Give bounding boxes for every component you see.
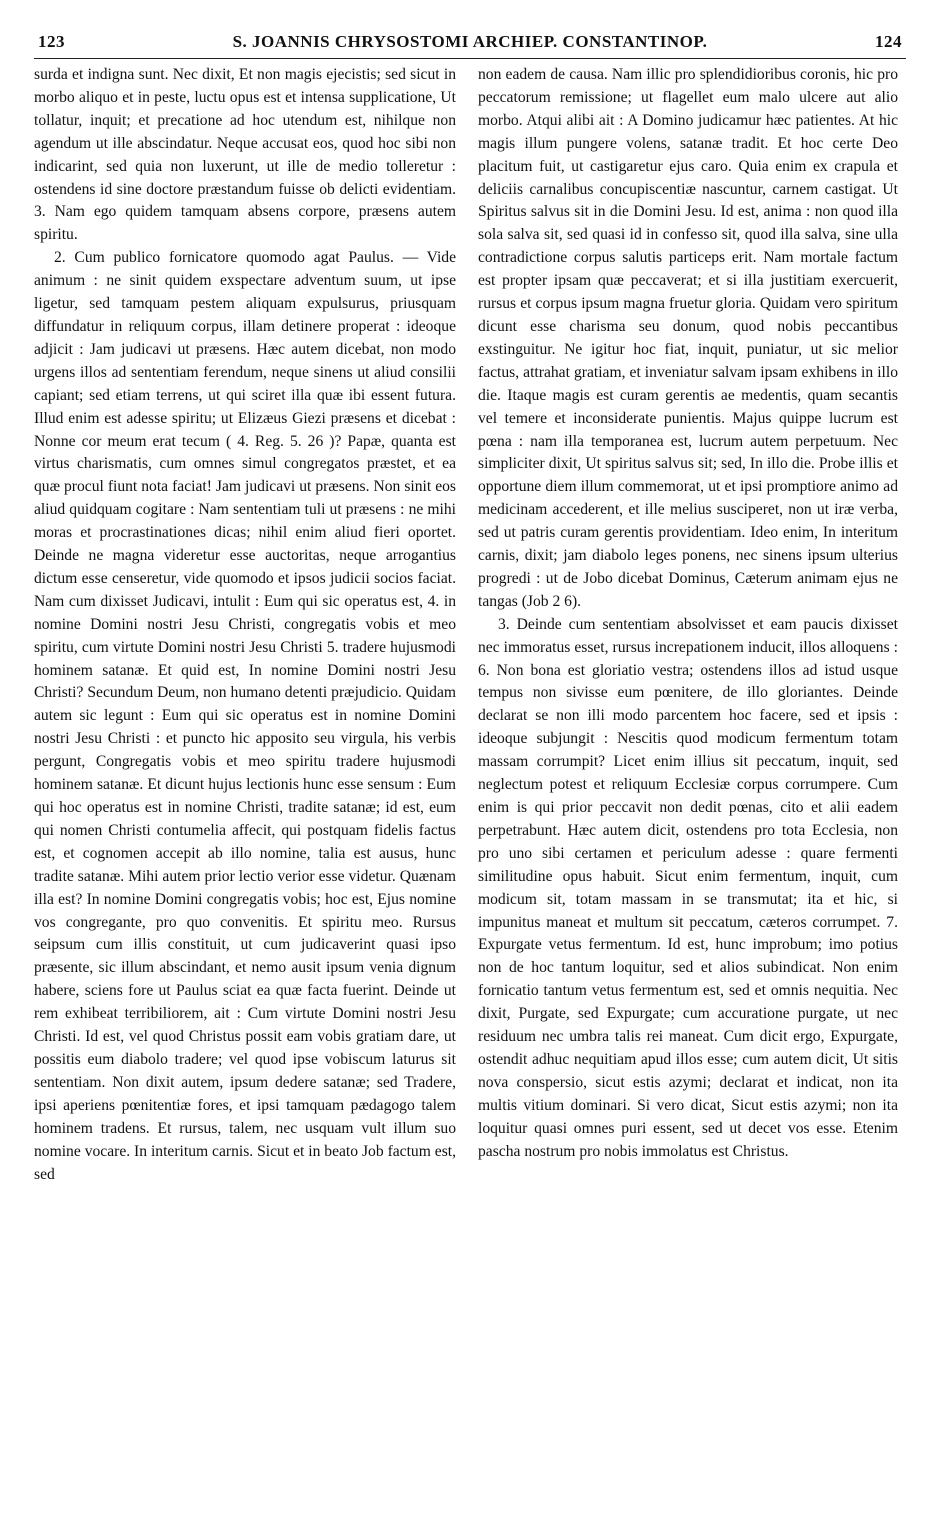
right-column [478, 64, 898, 1164]
page-number-right: 124 [875, 32, 902, 51]
left-paragraph-1: surda et indigna sunt. Nec dixit, Et non magis ejecistis; sed sicut in morbo aliquo et in peste, luctu opus est et intensa supplicatione, Ut tollatur, inquit; et precatione ad hoc utendum est, nihilque non agendum ut ille abscindatur. Neque accusat eos, quod hoc sibi non indicarint, sed quia non luxerunt, ut ille de medio tolleretur : ostendens id sine doctore præstandum fuisse ob delicti evidentiam. 3. Nam ego quidem tamquam absens corpore, præsens autem spiritu. [34, 66, 456, 244]
left-paragraph-2: 2. Cum publico fornicatore quomodo agat Paulus. — Vide animum : ne sinit quidem exspectare adventum suum, ut ipse ligetur, sed tamquam pestem aliquam expulsurus, priusquam diffundatur in reliquum corpus, illam detinere properat : ideoque adjicit : Jam judicavi ut præsens. Hæc autem dicebat, non modo urgens illos ad sententiam ferendum, neque sinens ut aliud consilii capiant; sed etiam terrens, ut qui sciret illa quæ ibi essent futura. Illud enim est adesse spiritu; ut Elizæus Giezi præsens et dicebat : Nonne cor meum erat tecum ( 4. Reg. 5. 26 )? Papæ, quanta est virtus charismatis, cum omnes simul congregatos præstet, et ea quæ procul fiunt nota faciat! Jam judicavi ut præsens. Non sinit eos aliud quidquam cogitare : Nam sententiam tuli ut præsens : ne mihi moras et procrastinationes dicas; nihil enim aliud fieri oportet. Deinde ne magna videretur esse auctoritas, neque arrogantius dictum esse censeretur, vide quomodo et ipsos judicii socios faciat. Nam cum dixisset Judicavi, intulit : Eum qui sic operatus est, 4. in nomine Domini nostri Jesu Christi, congregatis vobis et meo spiritu, cum virtute Domini nostri Jesu Christi 5. tradere hujusmodi hominem satanæ. Et quid est, In nomine Domini nostri Jesu Christi? Secundum Deum, non humano detenti præjudicio. Quidam autem sic legunt : Eum qui sic operatus est in nomine Domini nostri Jesu Christi : et puncto hic apposito seu virgula, his verbis pergunt, Congregatis vobis et meo spiritu tradere hujusmodi hominem satanæ. Et dicunt hujus lectionis hunc esse sensum : Eum qui hoc operatus est in nomine Christi, tradite satanæ; id est, eum qui nomen Christi contumelia affecit, qui postquam fidelis factus est, et cognomen accepit ab illo nomine, talia est ausus, hunc tradite satanæ. Mihi autem prior lectio verior esse videtur. Quænam illa est? In nomine Domini congregatis vobis; hoc est, Ejus nomine vos congregante, pro quo convenitis. Et spiritu meo. Rursus seipsum cum illis constituit, ut cum judicaverint quasi ipso præsente, sic illum abscindant, et nemo ausit ipsum venia dignum habere, sciens fore ut Paulus sciat ea quæ facta fuerint. Deinde ut rem exhibeat terribiliorem, ait : Cum virtute Domini nostri Jesu Christi. Id est, vel quod Christus possit eam vobis gratiam dare, ut possitis eum diabolo tradere; vel quod ipse vobiscum laturus sit sententiam. Non dixit autem, ipsum dedere satanæ; sed Tradere, ipsi aperiens pœnitentiæ fores, et ipsi tamquam pædagogo talem hominem tradens. Et rursus, talem, nec usquam vult illum suo nomine vocare. In interitum carnis. Sicut et in beato Job factum est, sed [34, 249, 456, 1183]
left-column [34, 64, 456, 1186]
right-paragraph-1: non eadem de causa. Nam illic pro splendidioribus coronis, hic pro peccatorum remissione; ut flagellet eum malo ulcere aut alio morbo. Atqui alibi ait : A Domino judicamur hæc patientes. At hic magis illum pungere volens, satanæ tradit. Et hoc certe Deo placitum fuit, ut castigaretur ejus caro. Quia enim ex crapula et deliciis carnalibus concupiscentiæ nascuntur, carnem castigat. Ut Spiritus salvus sit in die Domini Jesu. Id est, anima : non quod illa sola salva sit, sed quasi id in confesso sit, quod illa salva, sine ulla contradictione corpus salutis particeps erit. Nam mortale factum est propter ipsam quæ peccaverat; et si illa justitiam exercuerit, rursus et corpus ipsum magna fruetur gloria. Quidam vero spiritum dicunt esse charisma seu donum, quod nobis peccantibus exstinguitur. Ne igitur hoc fiat, inquit, puniatur, ut sic melior factus, attrahat gratiam, et inveniatur salvam ipsam exhibens in illo die. Itaque magis est curam gerentis ae medentis, quam secantis vel temere et inconsiderate punientis. Majus quippe lucrum est pœna : nam illa temporanea est, lucrum autem perpetuum. Nec simpliciter dixit, Ut spiritus salvus sit; sed, In illo die. Probe illis et opportune diem illum commemorat, ut et ipsi promptiore animo ad medicinam accederent, et ille melius susciperet, non ut iræ verba, sed ut patris curam gerentis providentiam. Ideo enim, In interitum carnis, dixit; jam diabolo leges ponens, nec sinens ipsum ulterius progredi : ut de Jobo dicebat Dominus, Cæterum animam ejus ne tangas (Job 2 6). [478, 66, 898, 610]
running-title: S. JOANNIS CHRYSOSTOMI ARCHIEP. CONSTANTINOP. [232, 32, 708, 51]
header-rule [34, 58, 906, 59]
right-paragraph-2: 3. Deinde cum sententiam absolvisset et eam paucis dixisset nec immoratus esset, rursus increpationem inducit, illos alloquens : 6. Non bona est gloriatio vestra; ostendens illos ad istud usque tempus non sivisse eum pœnitere, de illo gloriantes. Deinde declarat se non illi modo parcentem hoc facere, sed et ipsis : ideoque subjungit : Nescitis quod modicum fermentum totam massam corrumpit? Licet enim illius sit peccatum, inquit, sed neglectum potest et reliquum Ecclesiæ corpus corrumpere. Cum enim is qui prior peccavit non dedit pœnas, cito et alii eadem perpetrabunt. Hæc autem dicit, ostendens pro tota Ecclesia, non pro uno sibi certamen et periculum adesse : quare fermenti similitudine opus habuit. Sicut enim fermentum, inquit, cum modicum sit, totam massam in se transmutat; ita et hic, si impunitus maneat et multum sit peccatum, cæteros corrumpet. 7. Expurgate vetus fermentum. Id est, hunc improbum; imo potius non de hoc tantum loquitur, sed et alios subindicat. Non enim fornicatio tantum vetus fermentum est, sed et omnis nequitia. Nec dixit, Purgate, sed Expurgate; cum accuratione purgate, ut nec residuum nec umbra talis rei maneat. Cum dicit ergo, Expurgate, ostendit adhuc nequitiam apud illos esse; cum autem dicit, Ut sitis nova conspersio, sicut estis azymi; declarat et indicat, non ita multis vitium dominari. Si vero dicat, Sicut estis azymi; non ita loquitur quasi omnes puri essent, sed ut decet vos esse. Etenim pascha nostrum pro nobis immolatus est Christus. [478, 615, 898, 1160]
page-number-left: 123 [38, 32, 65, 51]
running-header [38, 32, 902, 56]
